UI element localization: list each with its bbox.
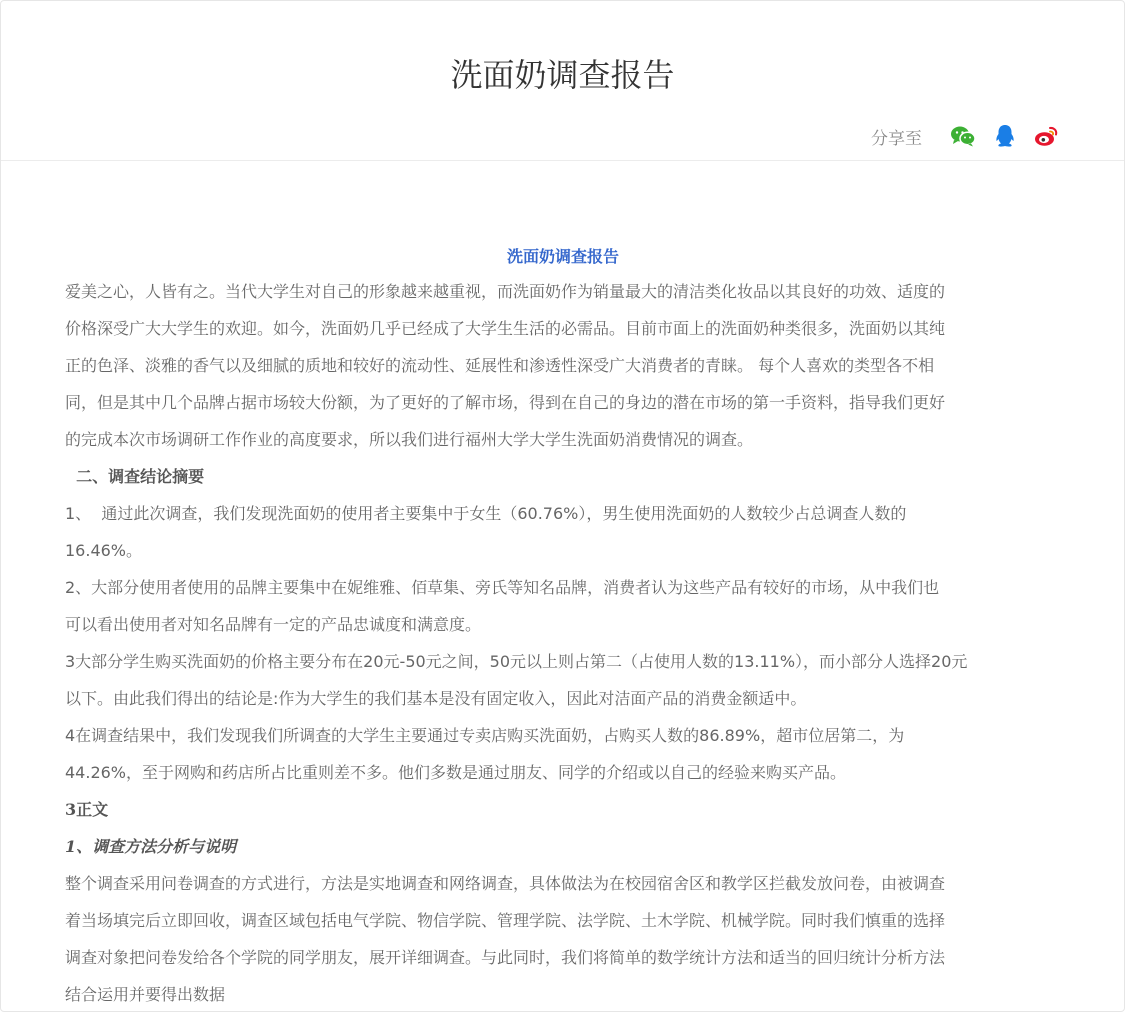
page-header (1, 1, 1124, 161)
weibo-icon[interactable] (1032, 121, 1062, 151)
paragraph-line: 结合运用并要得出数据 (65, 985, 226, 1004)
article-content (65, 241, 1061, 1013)
paragraph-line: 3大部分学生购买洗面奶的价格主要分布在20元-50元之间，50元以上则占第二（占使用人数的13.11%），而小部分人选择20元 (65, 652, 968, 671)
paragraph-line: 着当场填完后立即回收，调查区域包括电气学院、物信学院、管理学院、法学院、土木学院、机械学院。同时我们慎重的选择 (65, 911, 946, 930)
paragraph-line: 可以看出使用者对知名品牌有一定的产品忠诚度和满意度。 (65, 615, 482, 634)
share-bar (871, 121, 1062, 151)
paragraph-line: 以下。由此我们得出的结论是:作为大学生的我们基本是没有固定收入，因此对洁面产品的消费金额适中。 (65, 689, 807, 708)
paragraph-line: 同，但是其中几个品牌占据市场较大份额，为了更好的了解市场，得到在自己的身边的潜在市场的第一手资料，指导我们更好 (65, 393, 946, 412)
paragraph-line: 爱美之心，人皆有之。当代大学生对自己的形象越来越重视，而洗面奶作为销量最大的清洁类化妆品以其良好的功效、适度的 (65, 282, 946, 301)
article-title: 洗面奶调查报告 (506, 247, 619, 266)
share-label: 分享至 (871, 128, 922, 149)
section-heading: 二、调查结论摘要 (65, 467, 205, 486)
paragraph-line: 调查对象把问卷发给各个学院的同学朋友，展开详细调查。与此同时，我们将简单的数学统计方法和适当的回归统计分析方法 (65, 948, 946, 967)
paragraph-line: 4在调查结果中，我们发现我们所调查的大学生主要通过专卖店购买洗面奶，占购买人数的86.89%，超市位居第二，为 (65, 726, 905, 745)
paragraph-line: 整个调查采用问卷调查的方式进行，方法是实地调查和网络调查，具体做法为在校园宿舍区和教学区拦截发放问卷，由被调查 (65, 874, 946, 893)
page-title: 洗面奶调查报告 (450, 56, 675, 94)
paragraph-line: 16.46%。 (65, 541, 143, 560)
qq-icon[interactable] (990, 121, 1020, 151)
paragraph-line: 价格深受广大大学生的欢迎。如今，洗面奶几乎已经成了大学生生活的必需品。目前市面上的洗面奶种类很多，洗面奶以其纯 (65, 319, 946, 338)
wechat-icon[interactable] (948, 121, 978, 151)
paragraph-line: 正的色泽、淡雅的香气以及细腻的质地和较好的流动性、延展性和渗透性深受广大消费者的青睐。 每个人喜欢的类型各不相 (65, 356, 935, 375)
paragraph-line: 2、大部分使用者使用的品牌主要集中在妮维雅、佰草集、旁氏等知名品牌，消费者认为这些产品有较好的市场，从中我们也 (65, 578, 940, 597)
paragraph-line: 1、 通过此次调查，我们发现洗面奶的使用者主要集中于女生（60.76%），男生使用洗面奶的人数较少占总调查人数的 (65, 504, 907, 523)
subsection-heading: 1、调查方法分析与说明 (65, 837, 237, 856)
paragraph-line: 的完成本次市场调研工作作业的高度要求，所以我们进行福州大学大学生洗面奶消费情况的调查。 (65, 430, 754, 449)
section-heading: 3正文 (65, 800, 109, 819)
paragraph-line: 44.26%，至于网购和药店所占比重则差不多。他们多数是通过朋友、同学的介绍或以自己的经验来购买产品。 (65, 763, 847, 782)
